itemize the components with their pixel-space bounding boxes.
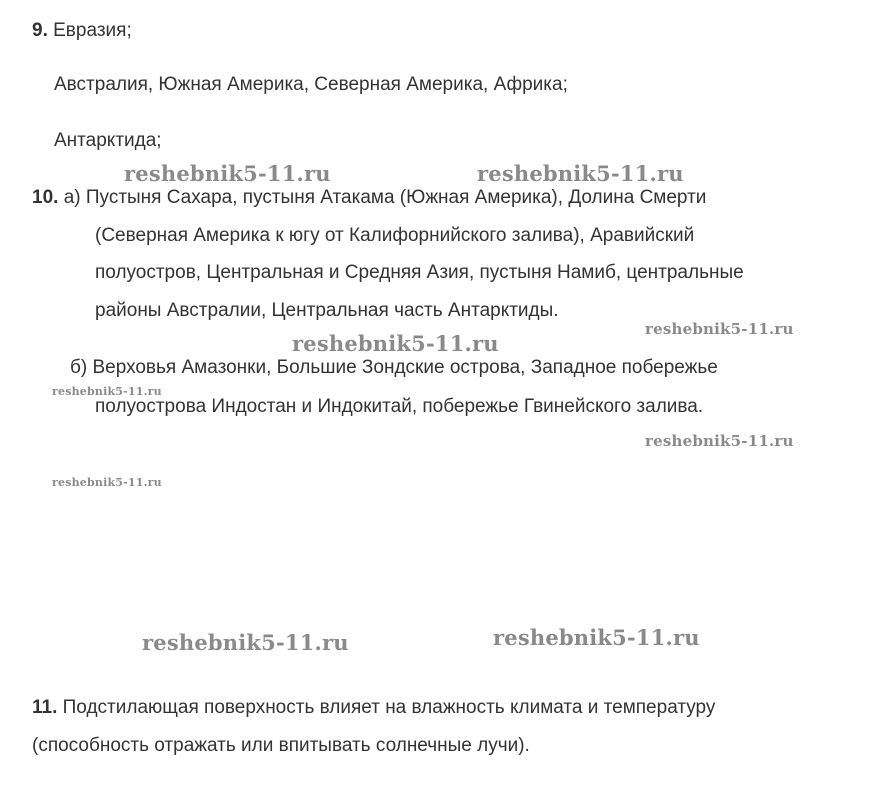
item-9-number: 9. xyxy=(32,20,48,41)
item-11-line-1 xyxy=(32,697,715,719)
item-10-a-line-4: районы Австралии, Центральная часть Антарктиды. xyxy=(95,300,559,321)
watermark: reshebnik5-11.ru xyxy=(645,320,794,338)
item-11-line-2: (способность отражать или впитывать солнечные лучи). xyxy=(32,735,530,756)
item-10-text: а) Пустыня Сахара, пустыня Атакама (Южная Америка), Долина Смерти xyxy=(58,187,707,208)
watermark: reshebnik5-11.ru xyxy=(142,630,349,655)
item-10-line-1 xyxy=(32,187,706,209)
watermark: reshebnik5-11.ru xyxy=(292,331,499,356)
watermark: reshebnik5-11.ru xyxy=(645,432,794,450)
item-9-text: Евразия; xyxy=(47,20,132,41)
watermark: reshebnik5-11.ru xyxy=(52,476,162,489)
item-11-text: Подстилающая поверхность влияет на влажность климата и температуру xyxy=(57,697,716,718)
item-10-a-line-3: полуостров, Центральная и Средняя Азия, пустыня Намиб, центральные xyxy=(95,262,744,283)
item-10-b-line-1: б) Верховья Амазонки, Большие Зондские острова, Западное побережье xyxy=(70,357,718,378)
watermark: reshebnik5-11.ru xyxy=(52,385,162,398)
watermark: reshebnik5-11.ru xyxy=(477,161,684,186)
item-10-number: 10. xyxy=(32,187,59,208)
item-9-line-3: Антарктида; xyxy=(54,130,162,151)
item-9-line-1 xyxy=(32,20,132,42)
watermark: reshebnik5-11.ru xyxy=(493,625,700,650)
item-9-line-2: Австралия, Южная Америка, Северная Америка, Африка; xyxy=(54,74,568,95)
item-10-a-line-2: (Северная Америка к югу от Калифорнийского залива), Аравийский xyxy=(95,225,695,246)
watermark: reshebnik5-11.ru xyxy=(124,161,331,186)
item-11-number: 11. xyxy=(32,697,58,718)
item-10-b-line-2: полуострова Индостан и Индокитай, побережье Гвинейского залива. xyxy=(95,396,704,417)
